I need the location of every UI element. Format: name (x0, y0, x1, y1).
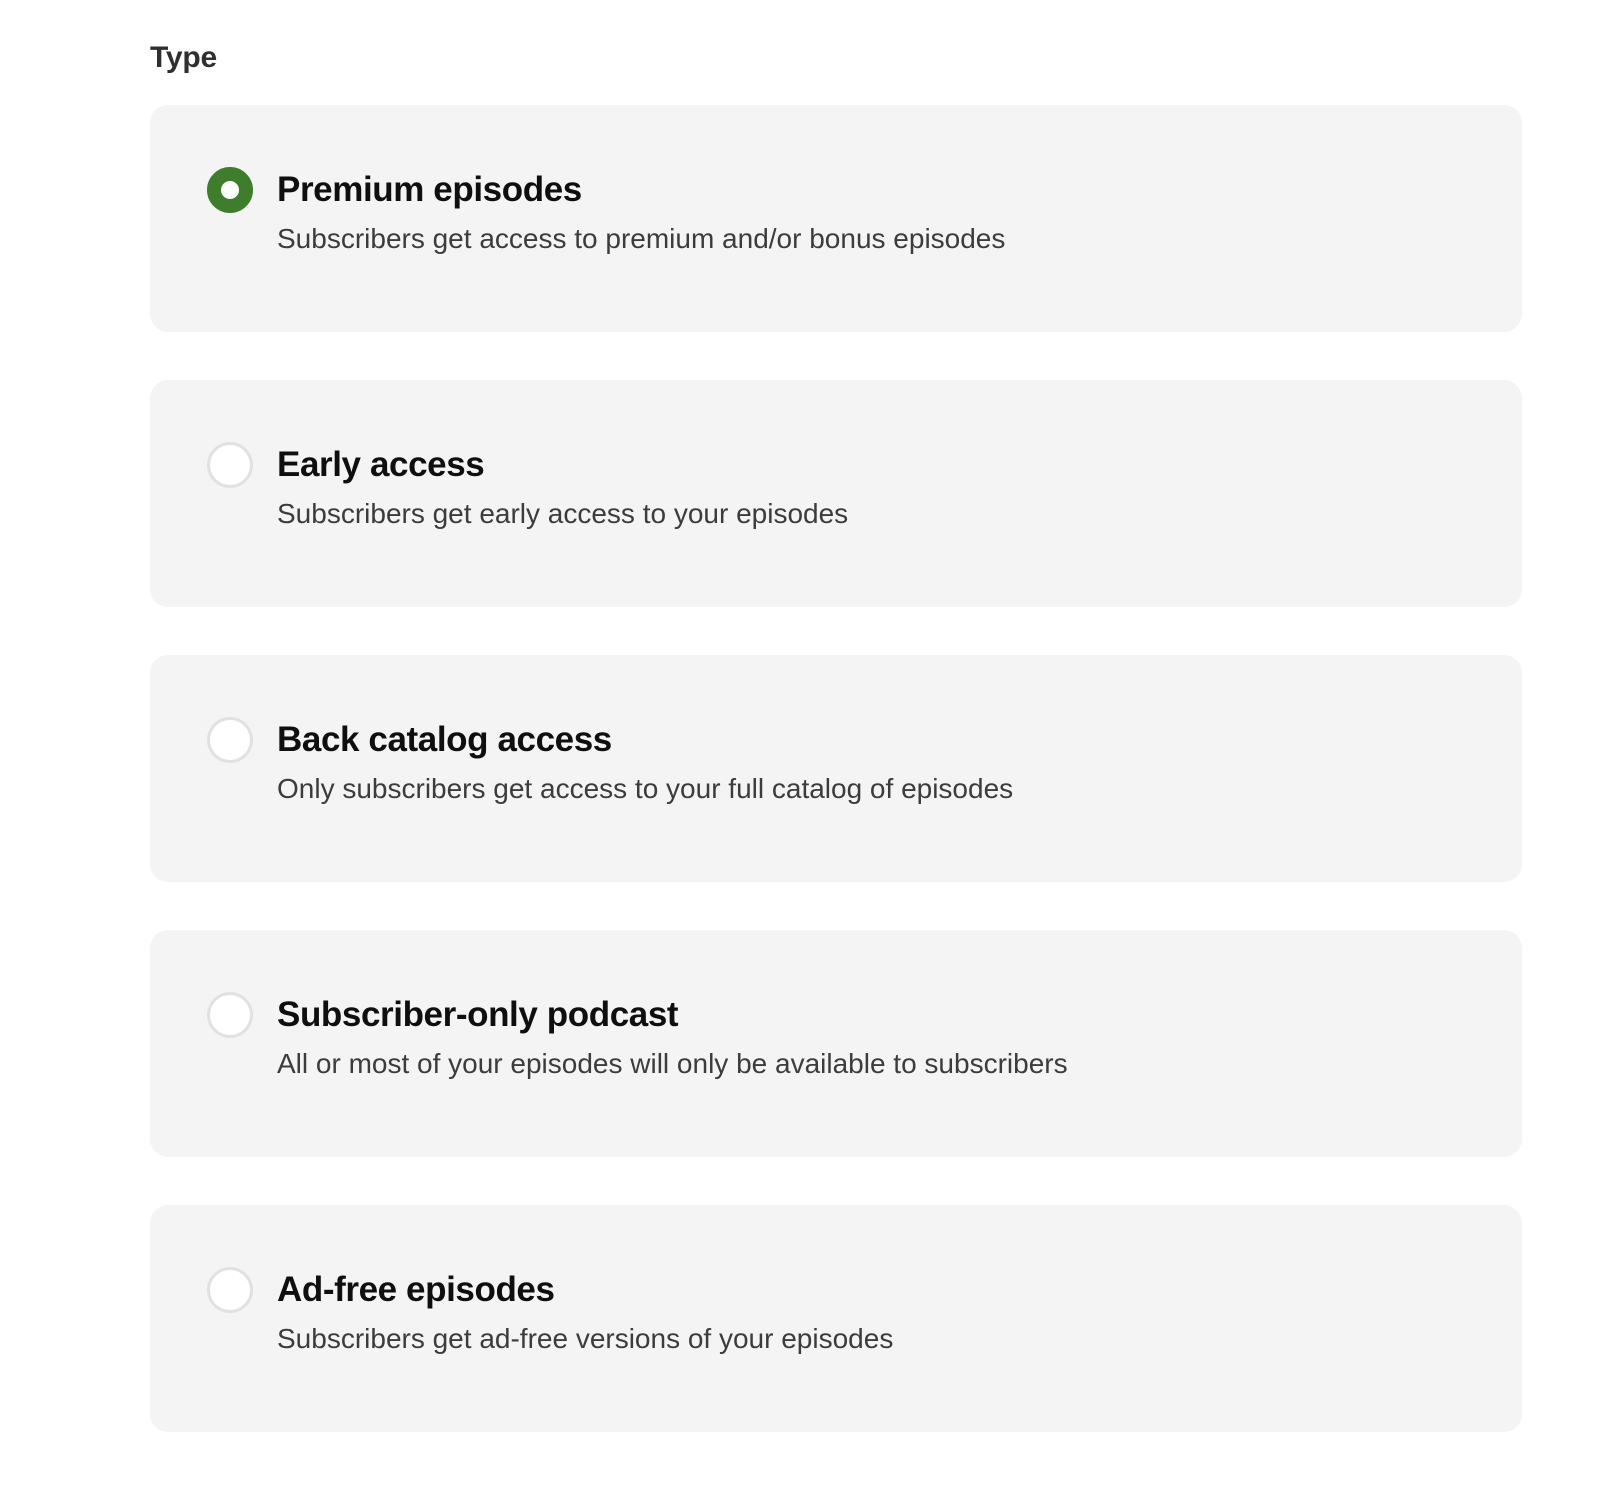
option-description: Only subscribers get access to your full catalog of episodes (277, 773, 1014, 804)
type-group-label: Type (150, 41, 217, 74)
option-description: Subscribers get early access to your episodes (277, 498, 849, 529)
option-text-block (277, 992, 1068, 1083)
radio-unselected-icon-subscriber-only-podcast[interactable] (207, 992, 253, 1038)
option-text-block (277, 1267, 893, 1358)
radio-selected-icon-premium-episodes[interactable] (207, 167, 253, 213)
option-description: Subscribers get access to premium and/or bonus episodes (277, 223, 1006, 254)
type-options-radiogroup (150, 105, 1522, 1432)
option-text-block (277, 167, 1005, 258)
type-option-subscriber-only-podcast[interactable] (150, 930, 1522, 1157)
type-option-early-access[interactable] (150, 380, 1522, 607)
option-title: Early access (277, 445, 485, 484)
option-title: Subscriber-only podcast (277, 995, 679, 1034)
type-option-premium-episodes[interactable] (150, 105, 1522, 332)
type-option-back-catalog-access[interactable] (150, 655, 1522, 882)
option-text-block (277, 717, 1013, 808)
type-option-ad-free-episodes[interactable] (150, 1205, 1522, 1432)
radio-unselected-icon-ad-free-episodes[interactable] (207, 1267, 253, 1313)
option-title: Premium episodes (277, 170, 582, 209)
radio-unselected-icon-early-access[interactable] (207, 442, 253, 488)
option-description: All or most of your episodes will only be available to subscribers (277, 1048, 1068, 1079)
option-text-block (277, 442, 848, 533)
option-title: Back catalog access (277, 720, 612, 759)
option-title: Ad-free episodes (277, 1270, 555, 1309)
option-description: Subscribers get ad-free versions of your episodes (277, 1323, 894, 1354)
radio-unselected-icon-back-catalog-access[interactable] (207, 717, 253, 763)
